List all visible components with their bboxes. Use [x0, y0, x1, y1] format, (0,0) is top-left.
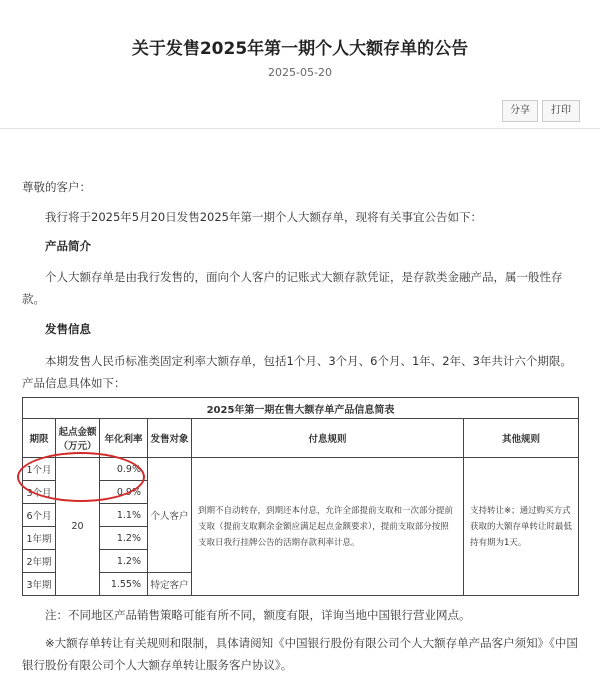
rate-cell: 1.55%: [100, 573, 148, 596]
transfer-note-text: ※大额存单转让有关规则和限制，具体请阅知《中国银行股份有限公司个人大额存单产品客户须知》《中国银行股份有限公司个人大额存单转让服务客户协议》。: [22, 636, 578, 672]
product-intro-text: 个人大额存单是由我行发售的，面向个人客户的记账式大额存款凭证，是存款类金融产品，属一般性存款。: [22, 270, 563, 306]
header-term: 期限: [23, 419, 56, 458]
term-cell: 1年期: [23, 527, 56, 550]
target-cell-special: 特定客户: [148, 573, 192, 596]
rate-cell: 1.1%: [100, 504, 148, 527]
header-divider: [0, 128, 600, 129]
rate-cell: 0.9%: [100, 458, 148, 481]
min-amount-cell: 20: [56, 458, 100, 596]
print-button[interactable]: 打印: [542, 100, 580, 122]
header-rate: 年化利率: [100, 419, 148, 458]
table-row: [23, 458, 579, 481]
target-cell: 个人客户: [148, 458, 192, 573]
header-interest-rule: 付息规则: [192, 419, 464, 458]
term-cell: 3个月: [23, 481, 56, 504]
share-button[interactable]: 分享: [502, 100, 538, 122]
rate-cell: 1.2%: [100, 527, 148, 550]
term-cell: 6个月: [23, 504, 56, 527]
rate-cell: 0.9%: [100, 481, 148, 504]
section-heading-intro: 产品简介: [45, 239, 91, 253]
sale-info-text: 本期发售人民币标准类固定利率大额存单，包括1个月、3个月、6个月、1年、2年、3年共计六个期限。产品信息具体如下：: [22, 354, 572, 390]
table-caption: 2025年第一期在售大额存单产品信息简表: [23, 398, 579, 419]
other-rule-cell: 支持转让※；通过购买方式获取的大额存单转让时最低持有期为1天。: [464, 458, 579, 596]
term-cell: 1个月: [23, 458, 56, 481]
intro-text: 我行将于2025年5月20日发售2025年第一期个人大额存单，现将有关事宜公告如下：: [45, 210, 482, 224]
section-heading-sale: 发售信息: [45, 322, 91, 336]
header-target: 发售对象: [148, 419, 192, 458]
product-table: [22, 397, 579, 596]
publish-date: 2025-05-20: [268, 66, 332, 79]
note-text: 注：不同地区产品销售策略可能有所不同，额度有限，详询当地中国银行营业网点。: [45, 608, 471, 622]
rate-cell: 1.2%: [100, 550, 148, 573]
page-title: 关于发售2025年第一期个人大额存单的公告: [131, 39, 469, 59]
term-cell: 3年期: [23, 573, 56, 596]
header-other-rule: 其他规则: [464, 419, 579, 458]
interest-rule-cell: 到期不自动转存，到期还本付息，允许全部提前支取和一次部分提前支取（提前支取剩余金额应满足起点金额要求），提前支取部分按照支取日我行挂牌公告的活期存款利率计息。: [192, 458, 464, 596]
header-min-amount: 起点金额（万元）: [56, 419, 100, 458]
greeting-text: 尊敬的客户：: [22, 180, 91, 194]
term-cell: 2年期: [23, 550, 56, 573]
